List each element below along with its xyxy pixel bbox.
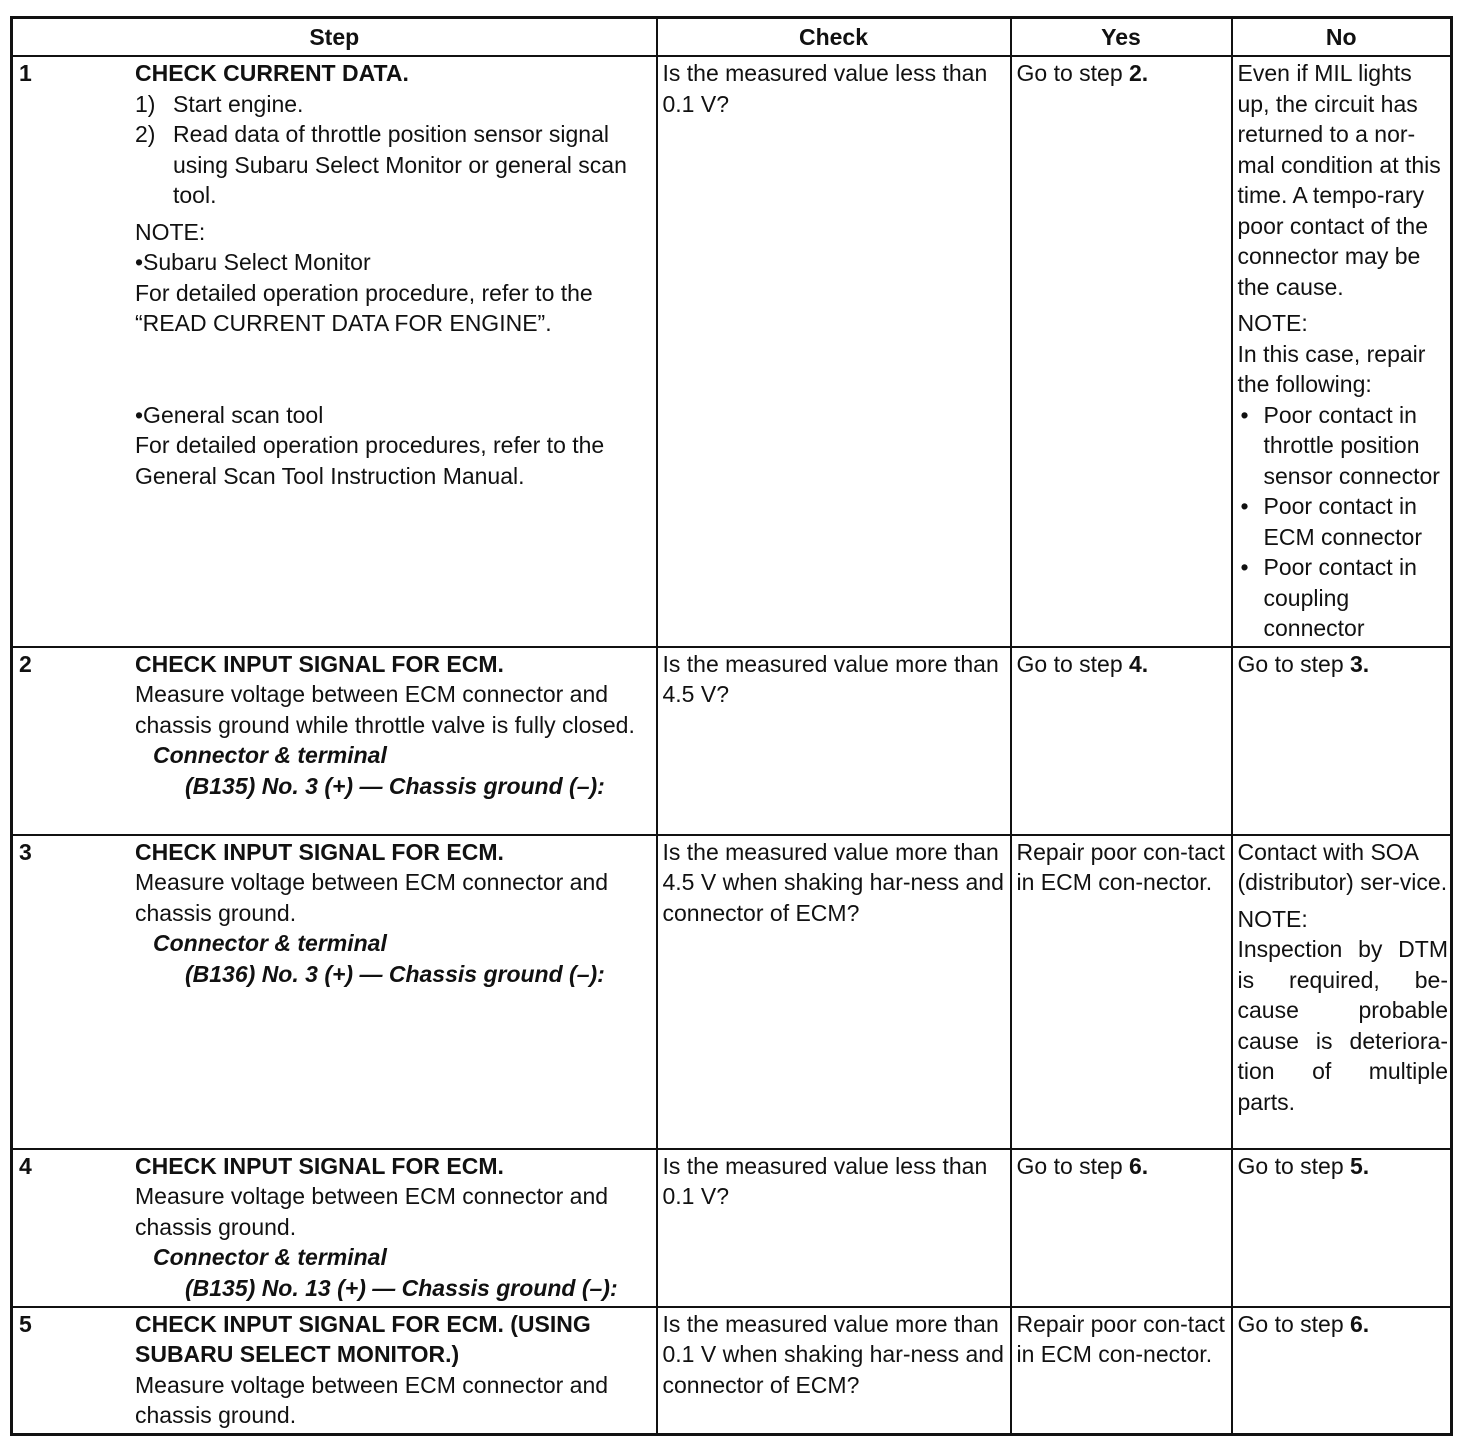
- yes-cell: Go to step 4.: [1011, 647, 1232, 835]
- note-label: NOTE:: [135, 218, 206, 245]
- table-row: [12, 835, 1452, 1149]
- step-instructions: [135, 89, 652, 211]
- step-text: Measure voltage between ECM connector and chassis ground.: [135, 1371, 609, 1428]
- check-cell: Is the measured value more than 4.5 V?: [657, 647, 1011, 835]
- check-cell: Is the measured value less than 0.1 V?: [657, 1149, 1011, 1307]
- header-row: [12, 18, 1452, 57]
- step-number: 4: [19, 1152, 32, 1179]
- no-note-label: NOTE:: [1237, 905, 1308, 932]
- step-number: 1: [19, 60, 32, 86]
- header-check: Check: [657, 18, 1011, 57]
- step-number: 2: [19, 650, 32, 677]
- step-title: CHECK CURRENT DATA.: [135, 60, 409, 86]
- step-title: CHECK INPUT SIGNAL FOR ECM. (USING SUBARU SELECT MONITOR.): [135, 1310, 591, 1367]
- step-number: 5: [19, 1310, 32, 1337]
- step-cell: [12, 56, 657, 647]
- step-text: Measure voltage between ECM connector and chassis ground.: [135, 1183, 609, 1240]
- table-row: [12, 647, 1452, 835]
- step-cell: [12, 835, 657, 1149]
- step-text: Measure voltage between ECM connector and chassis ground.: [135, 869, 609, 926]
- check-cell: Is the measured value less than 0.1 V?: [657, 56, 1011, 647]
- no-cell: [1232, 835, 1452, 1149]
- connector-terminal-label: Connector & terminal: [153, 1244, 387, 1270]
- no-bullet: • Poor contact in coupling connector: [1238, 552, 1449, 644]
- no-cell: Go to step 6.: [1232, 1307, 1452, 1435]
- step-text: Measure voltage between ECM connector and chassis ground while throttle valve is fully closed.: [135, 681, 635, 738]
- yes-cell: Go to step 6.: [1011, 1149, 1232, 1307]
- step-title: CHECK INPUT SIGNAL FOR ECM.: [135, 838, 504, 865]
- no-note-text: In this case, repair the following:: [1237, 340, 1426, 397]
- note-ssm-heading: •Subaru Select Monitor: [135, 249, 371, 275]
- connector-terminal-value: (B136) No. 3 (+) — Chassis ground (–):: [185, 960, 605, 987]
- no-cell: Go to step 3.: [1232, 647, 1452, 835]
- step-title: CHECK INPUT SIGNAL FOR ECM.: [135, 1152, 504, 1179]
- table-row: [12, 1149, 1452, 1307]
- no-note-label: NOTE:: [1237, 310, 1308, 336]
- note-gst-text: For detailed operation procedures, refer to the General Scan Tool Instruction Manual.: [135, 432, 605, 489]
- header-step: Step: [12, 18, 657, 57]
- connector-terminal-value: (B135) No. 3 (+) — Chassis ground (–):: [185, 772, 605, 799]
- list-item: 1) Start engine.: [135, 90, 304, 117]
- yes-cell: Go to step 2.: [1011, 56, 1232, 647]
- connector-terminal-label: Connector & terminal: [153, 742, 387, 768]
- check-cell: Is the measured value more than 4.5 V when shaking har-ness and connector of ECM?: [657, 835, 1011, 1149]
- table-row: [12, 56, 1452, 647]
- yes-cell: Repair poor con-tact in ECM con-nector.: [1011, 1307, 1232, 1435]
- list-item: 2) Read data of throttle position sensor signal using Subaru Select Monitor or general scan tool.: [135, 121, 627, 208]
- connector-terminal-label: Connector & terminal: [153, 930, 387, 956]
- step-cell: [12, 1307, 657, 1435]
- note-gst-heading: •General scan tool: [135, 401, 324, 428]
- no-cell: [1232, 56, 1452, 647]
- no-cell: Go to step 5.: [1232, 1149, 1452, 1307]
- check-cell: Is the measured value more than 0.1 V when shaking har-ness and connector of ECM?: [657, 1307, 1011, 1435]
- header-no: No: [1232, 18, 1452, 57]
- connector-terminal-value: (B135) No. 13 (+) — Chassis ground (–):: [185, 1274, 618, 1301]
- table-row: [12, 1307, 1452, 1435]
- no-text: Even if MIL lights up, the circuit has returned to a nor-mal condition at this time. A tempo-rary poor contact of the connector may be the cause.: [1237, 60, 1441, 300]
- header-yes: Yes: [1011, 18, 1232, 57]
- step-title: CHECK INPUT SIGNAL FOR ECM.: [135, 650, 504, 677]
- note-ssm-text: For detailed operation procedure, refer to the “READ CURRENT DATA FOR ENGINE”.: [135, 279, 593, 336]
- no-bullet: • Poor contact in ECM connector: [1238, 491, 1449, 552]
- diagnostic-table: [10, 16, 1453, 1436]
- step-number: 3: [19, 838, 32, 865]
- step-cell: [12, 647, 657, 835]
- no-note-text: Inspection by DTM is required, be-cause probable cause is deteriora-tion of multiple parts.: [1237, 936, 1448, 1115]
- step-cell: [12, 1149, 657, 1307]
- no-bullet: • Poor contact in throttle position sensor connector: [1238, 400, 1449, 492]
- no-text: Contact with SOA (distributor) ser-vice.: [1237, 838, 1448, 895]
- yes-cell: Repair poor con-tact in ECM con-nector.: [1011, 835, 1232, 1149]
